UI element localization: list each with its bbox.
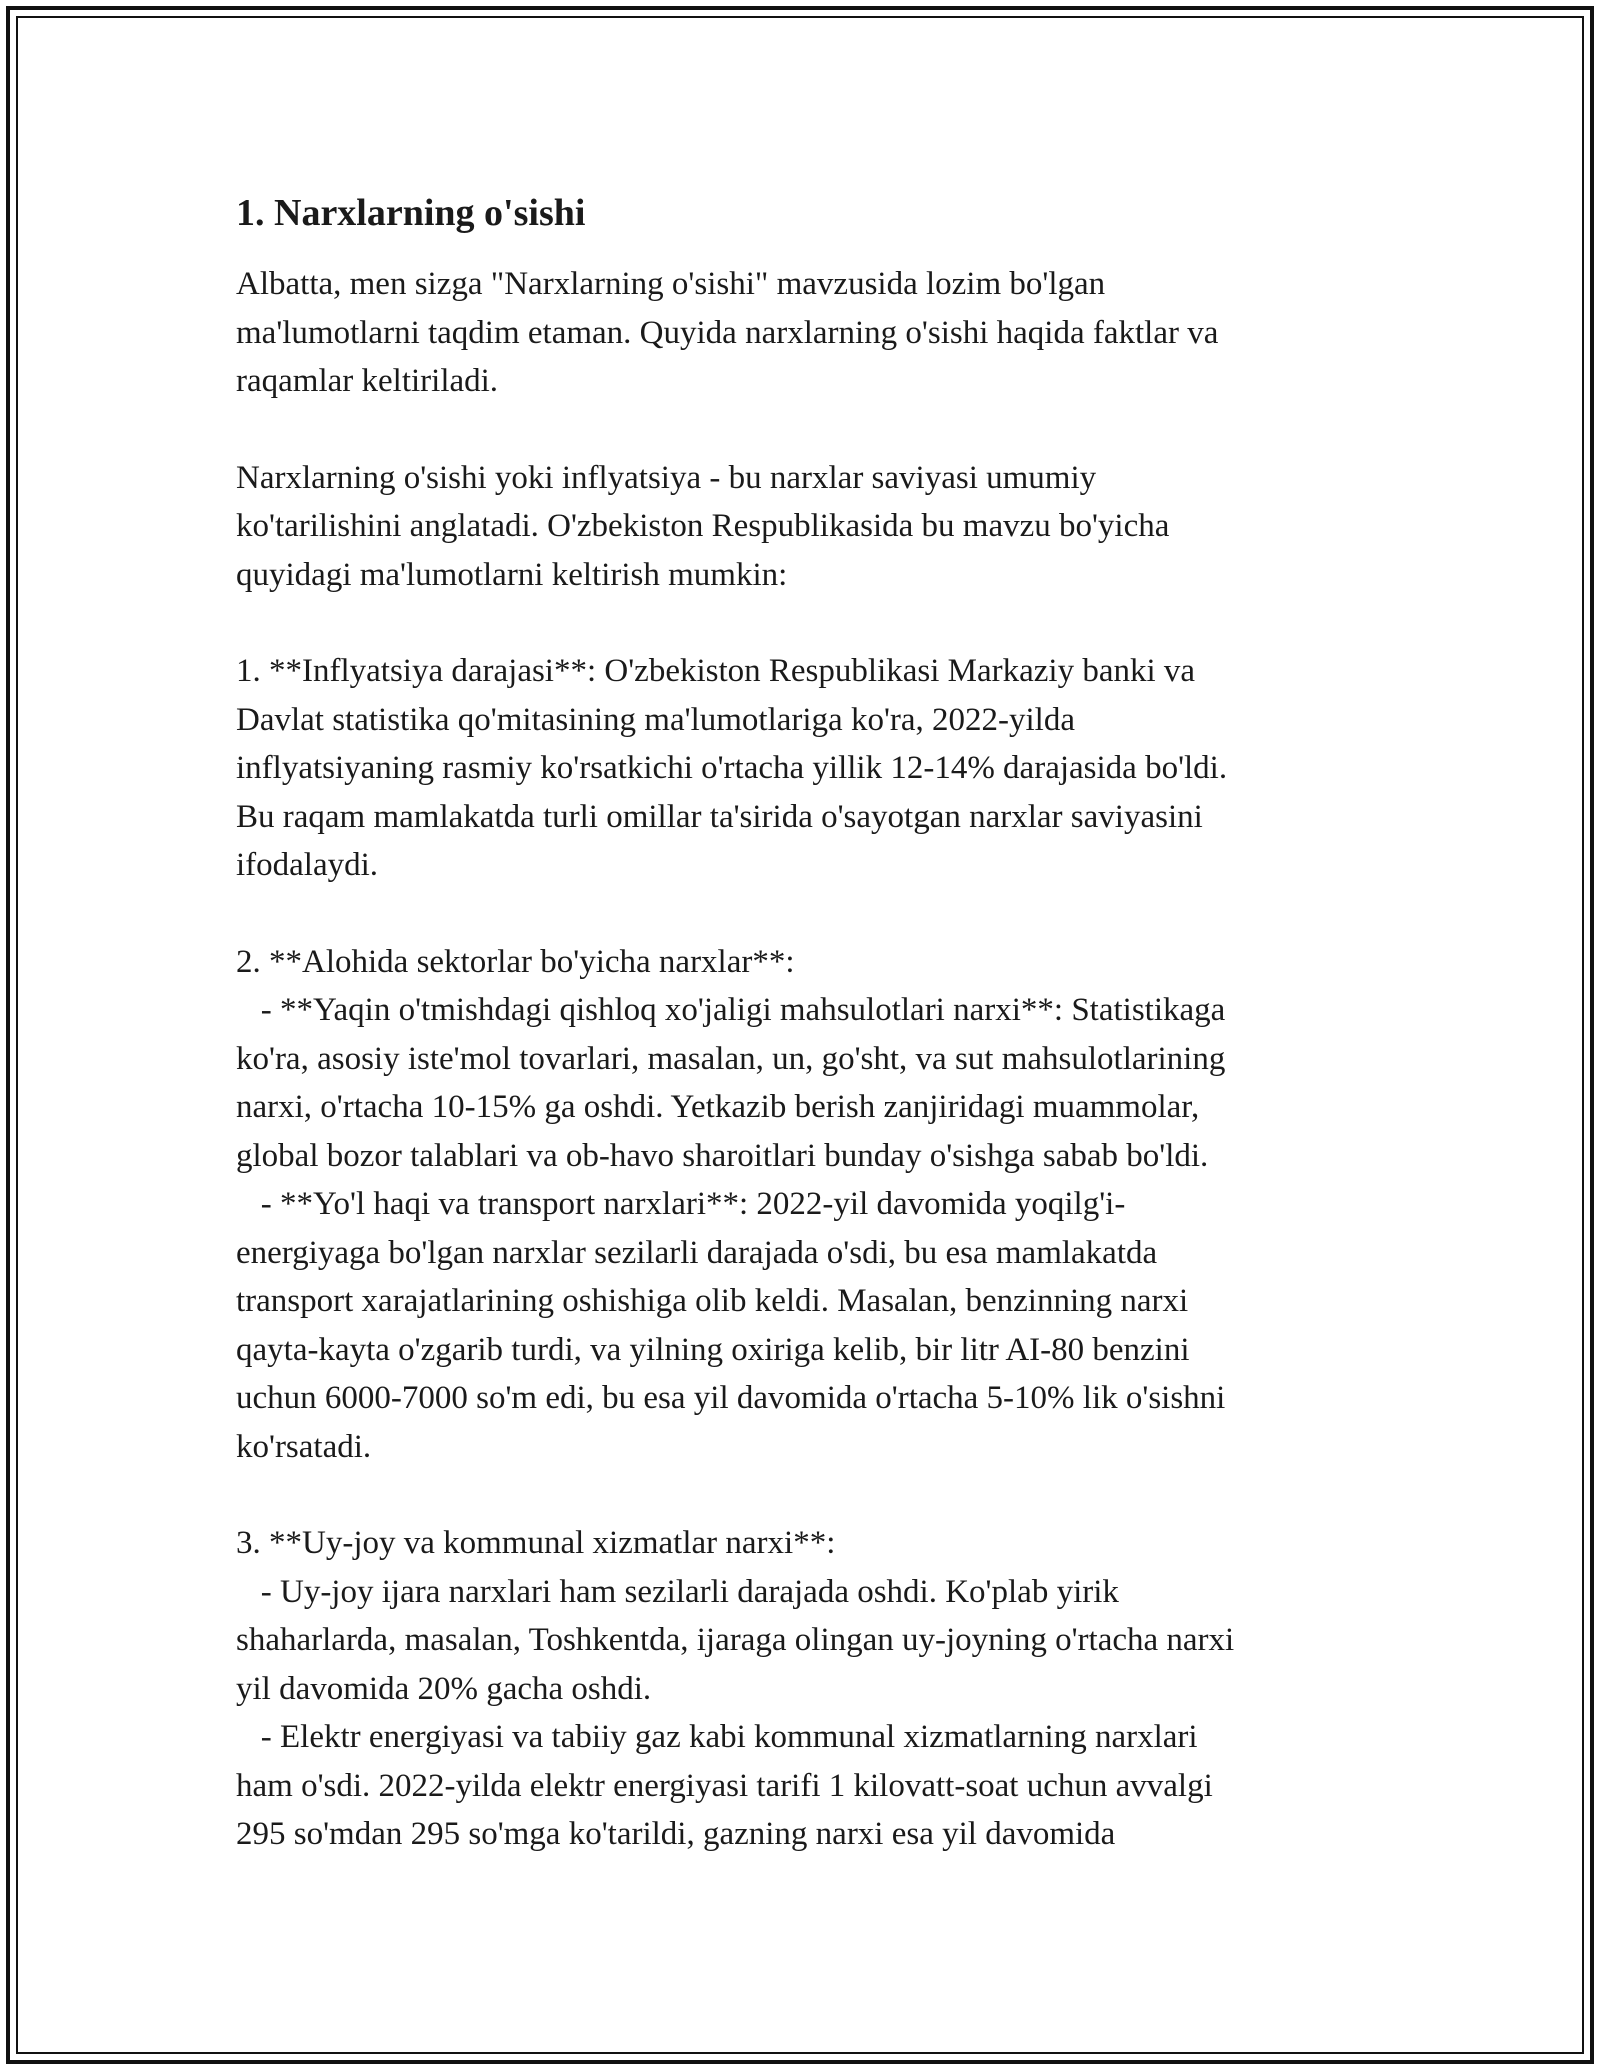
text-line: uchun 6000-7000 so'm edi, bu esa yil davomida o'rtacha 5-10% lik o'sishni <box>236 1380 1226 1416</box>
paragraph-sector-prices <box>236 938 1366 1472</box>
text-line: global bozor talablari va ob-havo sharoitlari bunday o'sishga sabab bo'ldi. <box>236 1137 1209 1174</box>
document-body <box>236 188 1366 1907</box>
text-line: ma'lumotlarni taqdim etaman. Quyida narxlarning o'sishi haqida faktlar va <box>236 314 1219 351</box>
text-line: Narxlarning o'sishi yoki inflyatsiya - bu narxlar saviyasi umumiy <box>236 459 1097 496</box>
text-line: raqamlar keltiriladi. <box>236 363 499 399</box>
text-line: quyidagi ma'lumotlarni keltirish mumkin: <box>236 556 788 593</box>
text-line: Albatta, men sizga "Narxlarning o'sishi" mavzusida lozim bo'lgan <box>236 266 1106 302</box>
section-heading: 1. Narxlarning o'sishi <box>236 192 586 234</box>
text-line: ko'ra, asosiy iste'mol tovarlari, masalan, un, go'sht, va sut mahsulotlarining <box>236 1040 1226 1077</box>
text-line: 3. **Uy-joy va kommunal xizmatlar narxi**: <box>236 1525 836 1561</box>
text-line: inflyatsiyaning rasmiy ko'rsatkichi o'rtacha yillik 12-14% darajasida bo'ldi. <box>236 750 1228 786</box>
paragraph-housing-utilities <box>236 1519 1366 1859</box>
text-line: ham o'sdi. 2022-yilda elektr energiyasi tarifi 1 kilovatt-soat uchun avvalgi <box>236 1767 1213 1804</box>
text-line: ko'rsatadi. <box>236 1428 372 1465</box>
paragraph-intro <box>236 260 1366 406</box>
text-line: ko'tarilishini anglatadi. O'zbekiston Respublikasida bu mavzu bo'yicha <box>236 508 1170 544</box>
text-line: - Uy-joy ijara narxlari ham sezilarli darajada oshdi. Ko'plab yirik <box>236 1573 1119 1610</box>
text-line: narxi, o'rtacha 10-15% ga oshdi. Yetkazib berish zanjiridagi muammolar, <box>236 1089 1200 1125</box>
text-line: - **Yaqin o'tmishdagi qishloq xo'jaligi mahsulotlari narxi**: Statistikaga <box>236 992 1226 1028</box>
text-line: ifodalaydi. <box>236 847 379 883</box>
text-line: 1. **Inflyatsiya darajasi**: O'zbekiston Respublikasi Markaziy banki va <box>236 653 1196 689</box>
text-line: - Elektr energiyasi va tabiiy gaz kabi kommunal xizmatlarning narxlari <box>236 1719 1198 1755</box>
text-line: energiyaga bo'lgan narxlar sezilarli darajada o'sdi, bu esa mamlakatda <box>236 1234 1158 1271</box>
text-line: transport xarajatlarining oshishiga olib keldi. Masalan, benzinning narxi <box>236 1283 1189 1319</box>
text-line: qayta-kayta o'zgarib turdi, va yilning oxiriga kelib, bir litr AI-80 benzini <box>236 1331 1190 1368</box>
text-line: - **Yo'l haqi va transport narxlari**: 2022-yil davomida yoqilg'i- <box>236 1186 1126 1222</box>
text-line: 2. **Alohida sektorlar bo'yicha narxlar**: <box>236 943 795 980</box>
paragraph-inflation-rate <box>236 647 1366 890</box>
text-line: Davlat statistika qo'mitasining ma'lumotlariga ko'ra, 2022-yilda <box>236 701 1076 738</box>
text-line: shaharlarda, masalan, Toshkentda, ijaraga olingan uy-joyning o'rtacha narxi <box>236 1622 1235 1658</box>
text-line: yil davomida 20% gacha oshdi. <box>236 1670 652 1707</box>
text-line: Bu raqam mamlakatda turli omillar ta'sirida o'sayotgan narxlar saviyasini <box>236 798 1203 835</box>
text-line: 295 so'mdan 295 so'mga ko'tarildi, gazning narxi esa yil davomida <box>236 1816 1116 1852</box>
paragraph-definition <box>236 454 1366 600</box>
